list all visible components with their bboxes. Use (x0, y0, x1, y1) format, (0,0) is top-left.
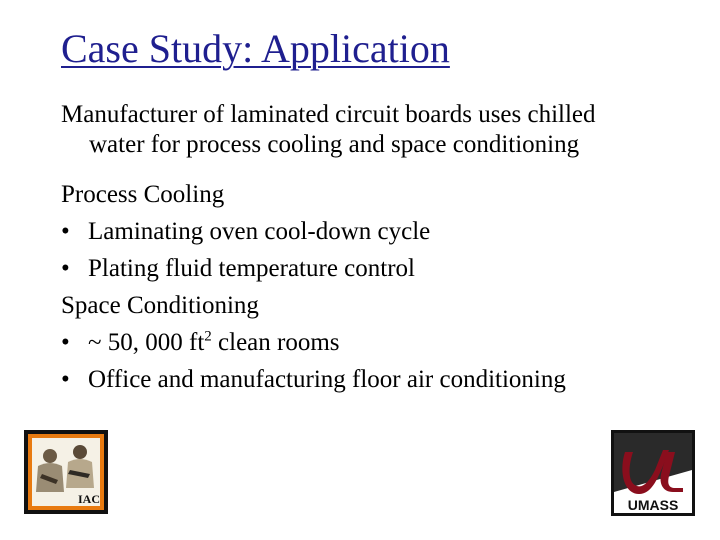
intro-line-2: water for process cooling and space conditioning (89, 131, 580, 158)
list-item-text-post: clean rooms (211, 329, 340, 356)
intro-line-1: Manufacturer of laminated circuit boards uses chilled (61, 101, 596, 128)
bullet-icon: • (61, 255, 70, 282)
bullet-icon: • (61, 218, 70, 245)
umass-logo-text: UMASS (627, 497, 679, 513)
list-item-text: Plating fluid temperature control (88, 255, 415, 282)
list-item (61, 324, 681, 361)
umass-logo (611, 430, 695, 516)
process-cooling-heading: Process Cooling (61, 181, 225, 208)
list-item (61, 213, 681, 250)
list-item (61, 250, 681, 287)
iac-logo (24, 430, 108, 514)
superscript-2: 2 (204, 328, 212, 345)
list-item (61, 361, 681, 398)
space-conditioning-heading: Space Conditioning (61, 292, 259, 319)
list-item-text: Laminating oven cool-down cycle (88, 218, 431, 245)
slide-title: Case Study: Application (61, 26, 450, 71)
bullet-icon: • (61, 366, 70, 393)
list-item-text-pre: ~ 50, 000 ft (88, 329, 205, 356)
bullet-icon: • (61, 329, 70, 356)
list-item-text: Office and manufacturing floor air conditioning (88, 366, 566, 393)
iac-logo-text: IAC (78, 492, 101, 506)
slide-content (61, 176, 681, 398)
intro-paragraph (61, 100, 681, 160)
